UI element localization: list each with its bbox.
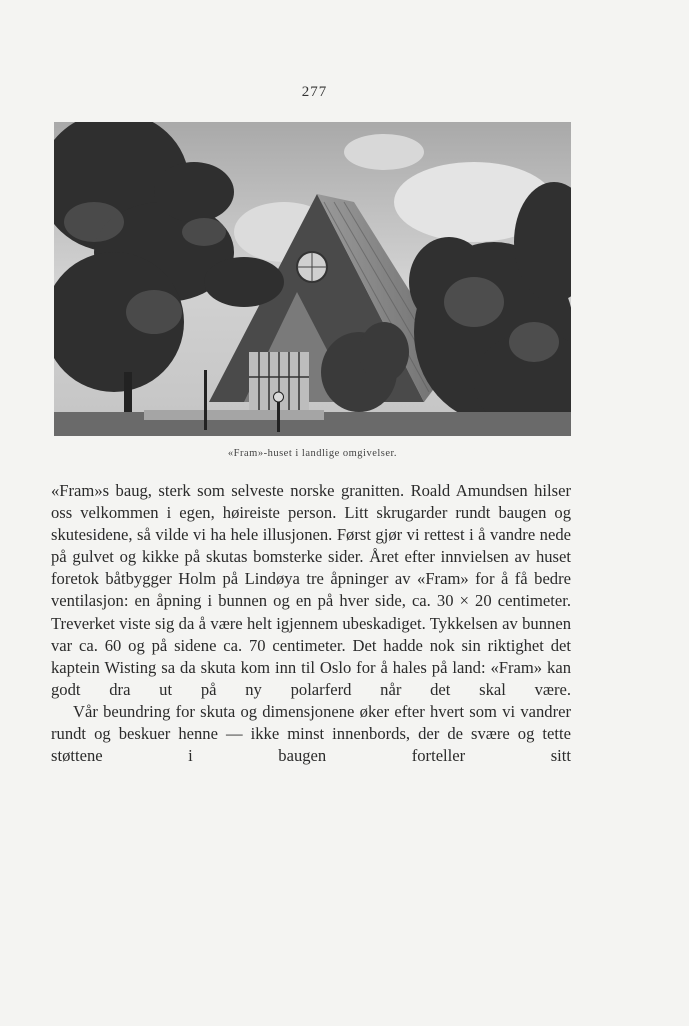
body-text [51, 480, 571, 767]
paragraph-2: Vår beundring for skuta og dimensjonene øker efter hvert som vi vandrer rundt og beskuer henne — ikke minst innenbords, der de svære og tette støttene i baugen forteller sitt [51, 701, 571, 766]
page-number: 277 [301, 84, 328, 100]
figure-caption: «Fram»-huset i landlige omgivelser. [227, 448, 398, 459]
fram-house-photo [54, 122, 571, 436]
paragraph-1: «Fram»s baug, sterk som selveste norske granitten. Roald Amundsen hilser oss velkommen i egen, høireiste person. Litt skrugarder rundt baugen og skutesidene, så vilde vi ha hele illusjonen. Først gjør vi rettest i å vandre nede på gulvet og kikke på skutas bomsterke sider. Året efter innvielsen av huset foretok båtbygger Holm på Lindøya tre åpninger av «Fram» for å få bedre ventilasjon: en åpning i bunnen og en på hver side, ca. 30 × 20 centimeter. Treverket viste sig da å være helt igjennem ubeskadiget. Tykkelsen av bunnen var ca. 60 og på sidene ca. 70 centimeter. Det hadde nok sin riktighet det kaptein Wisting sa da skuta kom inn til Oslo for å hales på land: «Fram» kan godt dra ut på ny polarferd når det skal være. [51, 481, 571, 699]
